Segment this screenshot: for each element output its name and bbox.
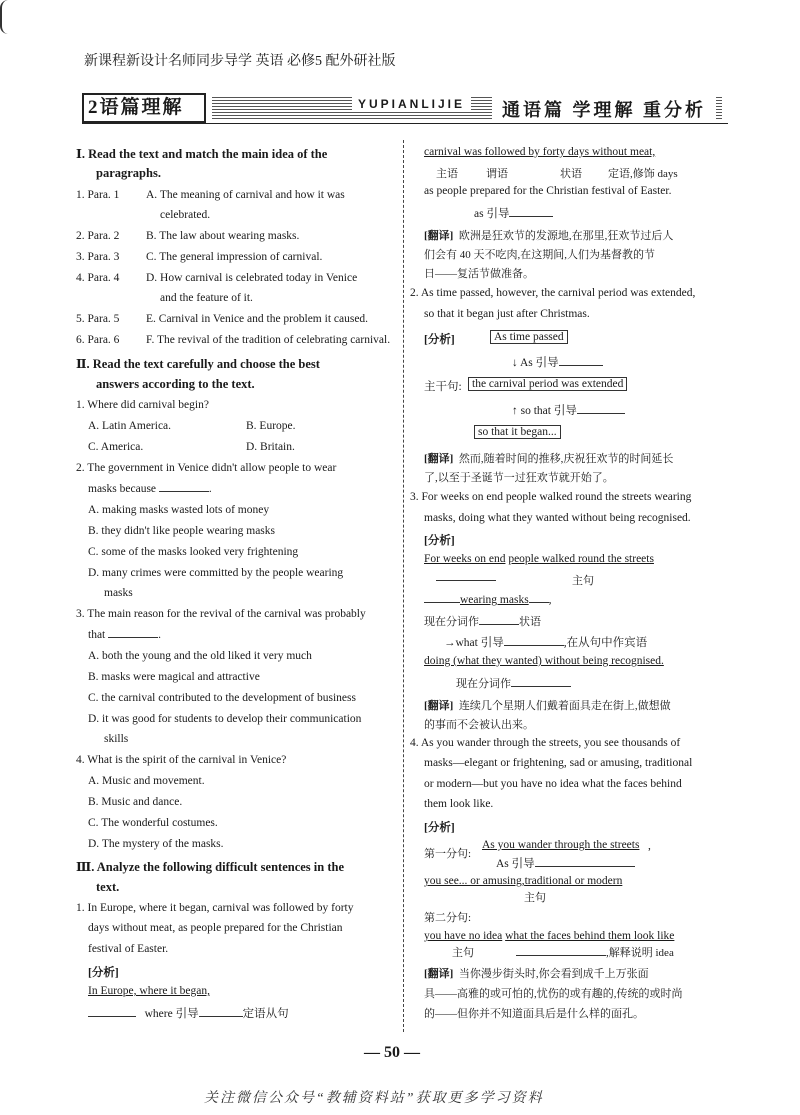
column-divider xyxy=(403,140,404,1032)
option: D. The mystery of the masks. xyxy=(88,838,224,850)
answer-blank[interactable] xyxy=(504,645,564,646)
translation-cont: 们会有 40 天不吃肉,在这期间,人们为基督教的节 xyxy=(424,249,655,261)
match-idea: F. The revival of the tradition of celebrating carnival. xyxy=(146,334,391,346)
analysis-label: 状语 xyxy=(519,616,541,628)
underlined-phrase: people walked round the streets xyxy=(508,553,654,565)
analysis-note xyxy=(88,1005,289,1021)
option: C. America. xyxy=(88,441,144,453)
translation-cont: 了,以至于圣诞节一过狂欢节就开始了。 xyxy=(424,472,614,484)
underlined-phrase: what the faces behind them look like xyxy=(505,930,675,942)
sentence-3-cont: masks, doing what they wanted without being recognised. xyxy=(424,512,691,524)
match-para: 5. Para. 5 xyxy=(76,313,120,325)
analysis-note xyxy=(474,205,553,221)
analysis-note xyxy=(496,855,635,871)
answer-blank[interactable] xyxy=(436,580,496,581)
analysis-underline: In Europe, where it began, xyxy=(88,985,210,997)
match-idea: C. The general impression of carnival. xyxy=(146,251,323,263)
analysis-tag: [分析] xyxy=(88,967,119,979)
analysis-label: 定语从句 xyxy=(242,1008,289,1020)
option: B. Music and dance. xyxy=(88,796,183,808)
option: C. some of the masks looked very frightening xyxy=(88,546,299,558)
sentence-1: 1. In Europe, where it began, carnival was followed by forty xyxy=(76,902,354,914)
question-text: masks because xyxy=(88,483,157,495)
answer-blank[interactable] xyxy=(159,491,209,492)
analysis-label: 现在分词作 xyxy=(456,678,511,690)
book-title: 新课程新设计名师同步导学 英语 必修5 配外研社版 xyxy=(84,54,396,69)
main-clause-label: 主干句: xyxy=(424,381,462,393)
option: D. it was good for students to develop their communication xyxy=(88,713,362,725)
question-3-cont: that . xyxy=(88,629,161,641)
sentence-1-cont: festival of Easter. xyxy=(88,943,169,955)
sentence-1-main: carnival was followed by forty days without meat, xyxy=(424,146,656,158)
option: B. masks were magical and attractive xyxy=(88,671,260,683)
analysis-line xyxy=(424,875,622,887)
match-para: 6. Para. 6 xyxy=(76,334,120,346)
answer-blank[interactable] xyxy=(479,624,519,625)
option: A. making masks wasted lots of money xyxy=(88,504,270,516)
analysis-line xyxy=(424,930,674,942)
question-4: 4. What is the spirit of the carnival in Venice? xyxy=(76,754,287,766)
translation-text: 当你漫步街头时,你会看到成千上万张面 xyxy=(458,968,649,980)
sentence-1-cont: days without meat, as people prepared for the Christian xyxy=(88,922,343,934)
punctuation: , xyxy=(648,840,651,852)
section-motto: 通语篇 学理解 重分析 xyxy=(492,96,716,122)
answer-blank[interactable] xyxy=(529,602,549,603)
translation-cont: 的——但你并不知道面具后是什么样的面孔。 xyxy=(424,1008,644,1020)
answer-blank[interactable] xyxy=(424,602,460,603)
match-idea: A. The meaning of carnival and how it was xyxy=(146,189,345,201)
translation-text: 连续几个星期人们戴着面具走在街上,做想做 xyxy=(458,700,671,712)
question-2: 2. The government in Venice didn't allow people to wear xyxy=(76,462,337,474)
grammar-label: 状语 xyxy=(560,168,582,180)
match-idea: E. Carnival in Venice and the problem it caused. xyxy=(146,313,369,325)
grammar-label: 定语,修饰 days xyxy=(608,168,678,180)
answer-blank[interactable] xyxy=(535,866,635,867)
answer-blank[interactable] xyxy=(577,413,625,414)
match-para: 3. Para. 3 xyxy=(76,251,120,263)
clause-box: so that it began... xyxy=(474,425,561,439)
analysis-tag: [分析] xyxy=(424,334,455,346)
analysis-note xyxy=(516,944,674,960)
option: C. the carnival contributed to the development of business xyxy=(88,692,356,704)
section-pinyin: YUPIANLIJIE xyxy=(352,97,471,111)
analysis-note xyxy=(456,675,571,691)
option: A. Music and movement. xyxy=(88,775,205,787)
match-idea: D. How carnival is celebrated today in Venice xyxy=(146,272,358,284)
translation xyxy=(424,450,673,466)
grammar-label: 主句 xyxy=(524,892,546,904)
sentence-4-cont: or modern—but you have no idea what the faces behind xyxy=(424,778,682,790)
option: C. The wonderful costumes. xyxy=(88,817,218,829)
translation-tag: [翻译] xyxy=(424,968,454,980)
analysis-label: ,解释说明 idea xyxy=(606,947,674,959)
option-cont: skills xyxy=(104,733,129,745)
header-bracket xyxy=(0,0,10,34)
section3-title: Ⅲ. Analyze the following difficult sentences in the xyxy=(76,860,344,874)
analysis-line: wearing masks , xyxy=(424,594,552,606)
question-1: 1. Where did carnival begin? xyxy=(76,399,209,411)
analysis-note xyxy=(444,634,647,650)
section3-title-cont: text. xyxy=(96,880,120,894)
question-3: 3. The main reason for the revival of the carnival was probably xyxy=(76,608,366,620)
translation-cont: 日——复活节做准备。 xyxy=(424,268,534,280)
underlined-phrase: traditional or modern xyxy=(524,875,623,887)
grammar-label: 谓语 xyxy=(486,168,508,180)
match-para: 2. Para. 2 xyxy=(76,230,120,242)
match-idea: B. The law about wearing masks. xyxy=(146,230,300,242)
option: A. Latin America. xyxy=(88,420,172,432)
page-number: — 50 — xyxy=(364,1044,420,1061)
sentence-1-clause: as people prepared for the Christian festival of Easter. xyxy=(424,185,672,197)
grammar-label: 主句 xyxy=(452,947,474,959)
translation-text: 欧洲是狂欢节的发源地,在那里,狂欢节过后人 xyxy=(458,230,674,242)
answer-blank[interactable] xyxy=(88,1016,136,1017)
sentence-2: 2. As time passed, however, the carnival period was extended, xyxy=(410,287,696,299)
translation xyxy=(424,227,673,243)
answer-blank[interactable] xyxy=(511,686,571,687)
option: D. many crimes were committed by the people wearing xyxy=(88,567,344,579)
analysis-note xyxy=(436,572,496,584)
answer-blank[interactable] xyxy=(509,216,553,217)
translation xyxy=(424,965,649,981)
section2-title-cont: answers according to the text. xyxy=(96,377,255,391)
translation-tag: [翻译] xyxy=(424,230,454,242)
analysis-note xyxy=(512,402,625,418)
underlined-phrase: As you wander through the streets xyxy=(482,839,640,851)
analysis-label: As 引导 xyxy=(496,858,535,870)
question-text: that xyxy=(88,629,106,641)
match-para: 1. Para. 1 xyxy=(76,189,120,201)
answer-blank[interactable] xyxy=(199,1016,243,1017)
section-title: 2语篇理解 xyxy=(82,93,206,123)
option: D. Britain. xyxy=(246,441,295,453)
analysis-label: →what 引导 xyxy=(444,637,504,649)
option: B. Europe. xyxy=(246,420,296,432)
underlined-phrase: wearing masks xyxy=(460,594,529,606)
underlined-phrase: you have no idea xyxy=(424,930,503,942)
option-cont: masks xyxy=(104,587,133,599)
sentence-4-cont: them look like. xyxy=(424,798,494,810)
answer-blank[interactable] xyxy=(559,365,603,366)
option: A. both the young and the old liked it very much xyxy=(88,650,312,662)
grammar-label: 主句 xyxy=(572,575,594,587)
analysis-note xyxy=(512,354,603,370)
answer-blank[interactable] xyxy=(108,637,158,638)
underlined-phrase: you see... or amusing, xyxy=(424,875,525,887)
section1-title-cont: paragraphs. xyxy=(96,166,161,180)
translation xyxy=(424,697,671,713)
footer-note: 关注微信公众号“教辅资料站”获取更多学习资料 xyxy=(204,1091,544,1106)
section2-title: Ⅱ. Read the text carefully and choose the best xyxy=(76,357,320,371)
grammar-label: 主语 xyxy=(436,168,458,180)
sentence-3: 3. For weeks on end people walked round the streets wearing xyxy=(410,491,692,503)
analysis-tag: [分析] xyxy=(424,535,455,547)
question-2-cont: masks because . xyxy=(88,483,212,495)
sentence-4-cont: masks—elegant or frightening, sad or amusing, traditional xyxy=(424,757,693,769)
underlined-phrase: doing (what they wanted) without being recognised. xyxy=(424,655,664,667)
clause-label: 第一分句: xyxy=(424,848,472,860)
analysis-tag: [分析] xyxy=(424,822,455,834)
clause-box: the carnival period was extended xyxy=(468,377,627,391)
translation-cont: 具——高雅的或可怕的,忧伤的或有趣的,传统的或时尚 xyxy=(424,988,683,1000)
banner-rule xyxy=(82,123,728,124)
clause-box: As time passed xyxy=(490,330,568,344)
underlined-phrase: For weeks on end xyxy=(424,553,506,565)
analysis-label: as 引导 xyxy=(474,208,510,220)
option: B. they didn't like people wearing masks xyxy=(88,525,275,537)
analysis-label: ,在从句中作宾语 xyxy=(563,637,648,649)
translation-tag: [翻译] xyxy=(424,453,454,465)
analysis-label: 现在分词作 xyxy=(424,616,479,628)
analysis-line xyxy=(424,553,654,565)
analysis-label: where 引导 xyxy=(144,1008,199,1020)
sentence-2-cont: so that it began just after Christmas. xyxy=(424,308,590,320)
clause-label: 第二分句: xyxy=(424,912,472,924)
match-idea: and the feature of it. xyxy=(160,292,253,304)
sentence-4: 4. As you wander through the streets, you see thousands of xyxy=(410,737,681,749)
section-banner xyxy=(82,93,728,125)
answer-blank[interactable] xyxy=(516,955,606,956)
translation-text: 然而,随着时间的推移,庆祝狂欢节的时间延长 xyxy=(458,453,674,465)
translation-cont: 的事而不会被认出来。 xyxy=(424,719,534,731)
analysis-label: ↓ As 引导 xyxy=(512,357,559,369)
analysis-label: ↑ so that 引导 xyxy=(512,405,577,417)
match-para: 4. Para. 4 xyxy=(76,272,120,284)
translation-tag: [翻译] xyxy=(424,700,454,712)
match-idea: celebrated. xyxy=(160,209,211,221)
analysis-note xyxy=(424,613,541,629)
section1-title: Ⅰ. Read the text and match the main idea of the xyxy=(76,147,328,161)
